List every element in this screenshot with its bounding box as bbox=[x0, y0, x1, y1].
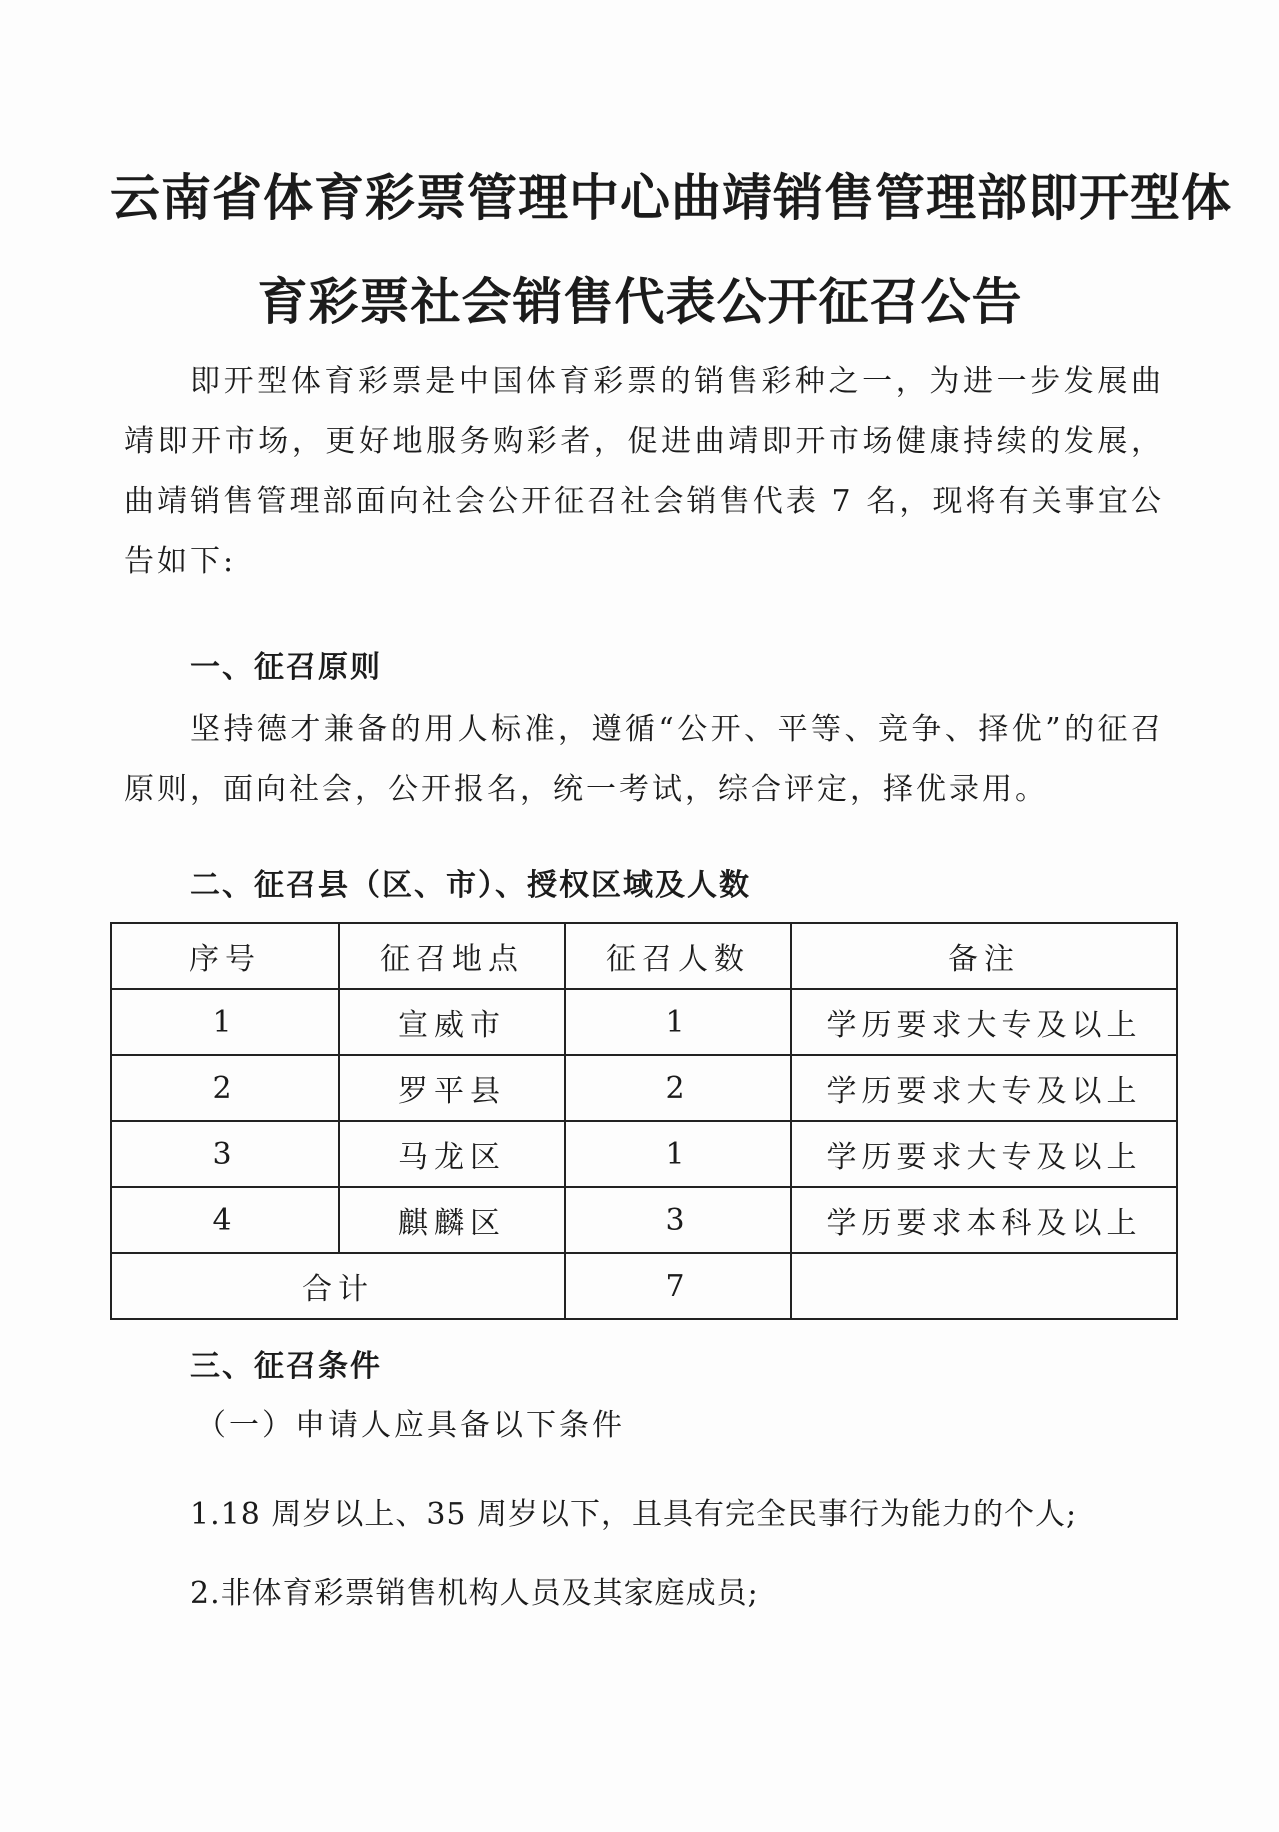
section-3-heading: 三、征召条件 bbox=[190, 1349, 382, 1384]
cell-note: 学历要求大专及以上 bbox=[791, 1055, 1177, 1121]
table-row bbox=[111, 1121, 1177, 1187]
total-note bbox=[791, 1253, 1177, 1319]
section-2-heading: 二、征召县（区、市）、授权区域及人数 bbox=[190, 868, 751, 903]
quota-table bbox=[110, 922, 1178, 1320]
cell-location: 马龙区 bbox=[339, 1121, 565, 1187]
table-row bbox=[111, 1055, 1177, 1121]
table-total-row bbox=[111, 1253, 1177, 1319]
section-1-body: 坚持德才兼备的用人标准，遵循“公开、平等、竞争、择优”的征召原则，面向社会，公开报名，统一考试，综合评定，择优录用。 bbox=[124, 712, 1164, 807]
cell-note: 学历要求本科及以上 bbox=[791, 1187, 1177, 1253]
cell-location: 罗平县 bbox=[339, 1055, 565, 1121]
document-title-line-1: 云南省体育彩票管理中心曲靖销售管理部即开型体 bbox=[110, 169, 1232, 227]
condition-item-2: 2.非体育彩票销售机构人员及其家庭成员; bbox=[190, 1576, 759, 1611]
condition-item-1: 1.18 周岁以上、35 周岁以下，且具有完全民事行为能力的个人; bbox=[190, 1497, 1078, 1532]
cell-count: 3 bbox=[565, 1187, 791, 1253]
cell-index: 3 bbox=[111, 1121, 339, 1187]
header-index: 序号 bbox=[111, 923, 339, 989]
cell-count: 1 bbox=[565, 989, 791, 1055]
header-location: 征召地点 bbox=[339, 923, 565, 989]
cell-location: 宣威市 bbox=[339, 989, 565, 1055]
cell-location: 麒麟区 bbox=[339, 1187, 565, 1253]
document-title-line-2: 育彩票社会销售代表公开征召公告 bbox=[257, 273, 1023, 331]
table-header-row bbox=[111, 923, 1177, 989]
cell-index: 4 bbox=[111, 1187, 339, 1253]
total-label: 合计 bbox=[111, 1253, 565, 1319]
total-value: 7 bbox=[565, 1253, 791, 1319]
header-count: 征召人数 bbox=[565, 923, 791, 989]
cell-count: 1 bbox=[565, 1121, 791, 1187]
table-row bbox=[111, 1187, 1177, 1253]
cell-index: 2 bbox=[111, 1055, 339, 1121]
cell-note: 学历要求大专及以上 bbox=[791, 989, 1177, 1055]
cell-index: 1 bbox=[111, 989, 339, 1055]
cell-count: 2 bbox=[565, 1055, 791, 1121]
table-row bbox=[111, 989, 1177, 1055]
header-note: 备注 bbox=[791, 923, 1177, 989]
cell-note: 学历要求大专及以上 bbox=[791, 1121, 1177, 1187]
section-1-heading: 一、征召原则 bbox=[190, 650, 382, 685]
intro-paragraph: 即开型体育彩票是中国体育彩票的销售彩种之一，为进一步发展曲靖即开市场，更好地服务购彩者，促进曲靖即开市场健康持续的发展，曲靖销售管理部面向社会公开征召社会销售代表 7 名，现将有关事宜公告如下: bbox=[124, 364, 1164, 579]
section-3-subheading: （一）申请人应具备以下条件 bbox=[196, 1408, 625, 1443]
